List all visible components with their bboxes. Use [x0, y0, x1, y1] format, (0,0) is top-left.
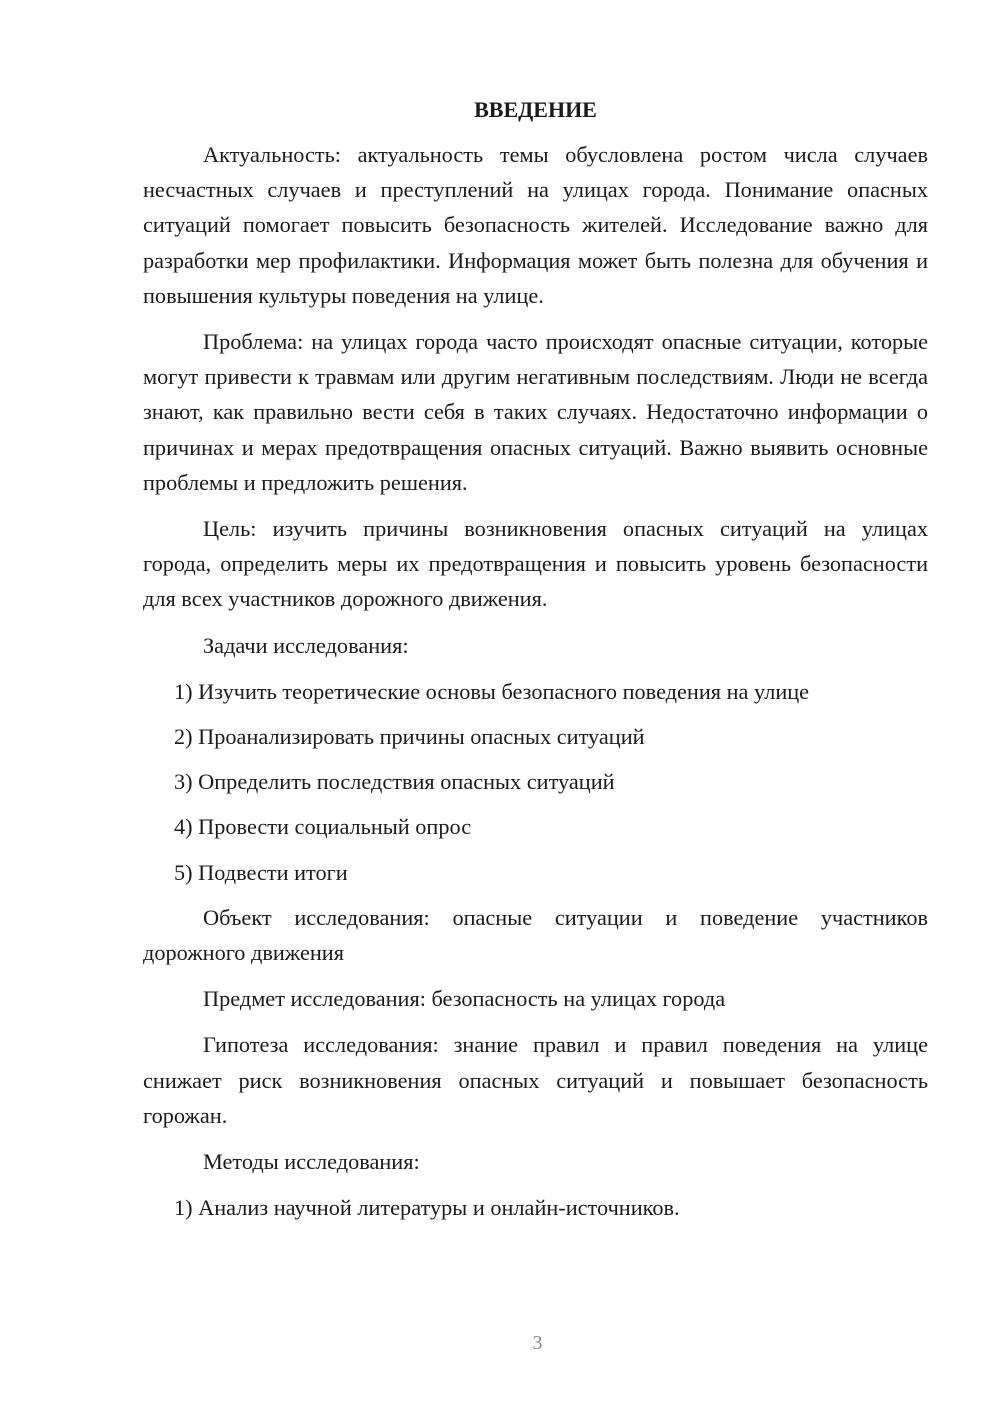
- problem-paragraph: Проблема: на улицах города часто происходят опасные ситуации, которые могут привести к травмам или другим негативным последствиям. Люди не всегда знают, как правильно вести себя в таких случаях. Недостаточно информации о причинах и мерах предотвращения опасных ситуаций. Важно выявить основные проблемы и предложить решения.: [143, 329, 928, 495]
- methods-list: [143, 1190, 928, 1225]
- section-title: ВВЕДЕНИЕ: [474, 97, 597, 122]
- list-item: 2) Проанализировать причины опасных ситуаций: [174, 724, 645, 750]
- list-item: 1) Изучить теоретические основы безопасного поведения на улице: [174, 678, 810, 704]
- list-item: 5) Подвести итоги: [174, 859, 348, 885]
- page-content: [143, 92, 928, 1235]
- hypothesis-paragraph: Гипотеза исследования: знание правил и правил поведения на улице снижает риск возникновения опасных ситуаций и повышает безопасность горожан.: [143, 1032, 928, 1128]
- tasks-heading: Задачи исследования:: [203, 632, 409, 658]
- subject-paragraph: Предмет исследования: безопасность на улицах города: [203, 986, 726, 1012]
- tasks-list: [143, 674, 928, 890]
- list-item: 1) Анализ научной литературы и онлайн-источников.: [174, 1195, 680, 1221]
- list-item: 4) Провести социальный опрос: [174, 814, 472, 840]
- object-paragraph: Объект исследования: опасные ситуации и поведение участников дорожного движения: [143, 904, 928, 966]
- methods-heading: Методы исследования:: [203, 1149, 420, 1175]
- page-number: 3: [532, 1332, 543, 1354]
- list-item: 3) Определить последствия опасных ситуаций: [174, 769, 615, 795]
- relevance-paragraph: Актуальность: актуальность темы обусловлена ростом числа случаев несчастных случаев и преступлений на улицах города. Понимание опасных ситуаций помогает повысить безопасность жителей. Исследование важно для разработки мер профилактики. Информация может быть полезна для обучения и повышения культуры поведения на улице.: [143, 142, 928, 308]
- goal-paragraph: Цель: изучить причины возникновения опасных ситуаций на улицах города, определить меры их предотвращения и повысить уровень безопасности для всех участников дорожного движения.: [143, 516, 928, 612]
